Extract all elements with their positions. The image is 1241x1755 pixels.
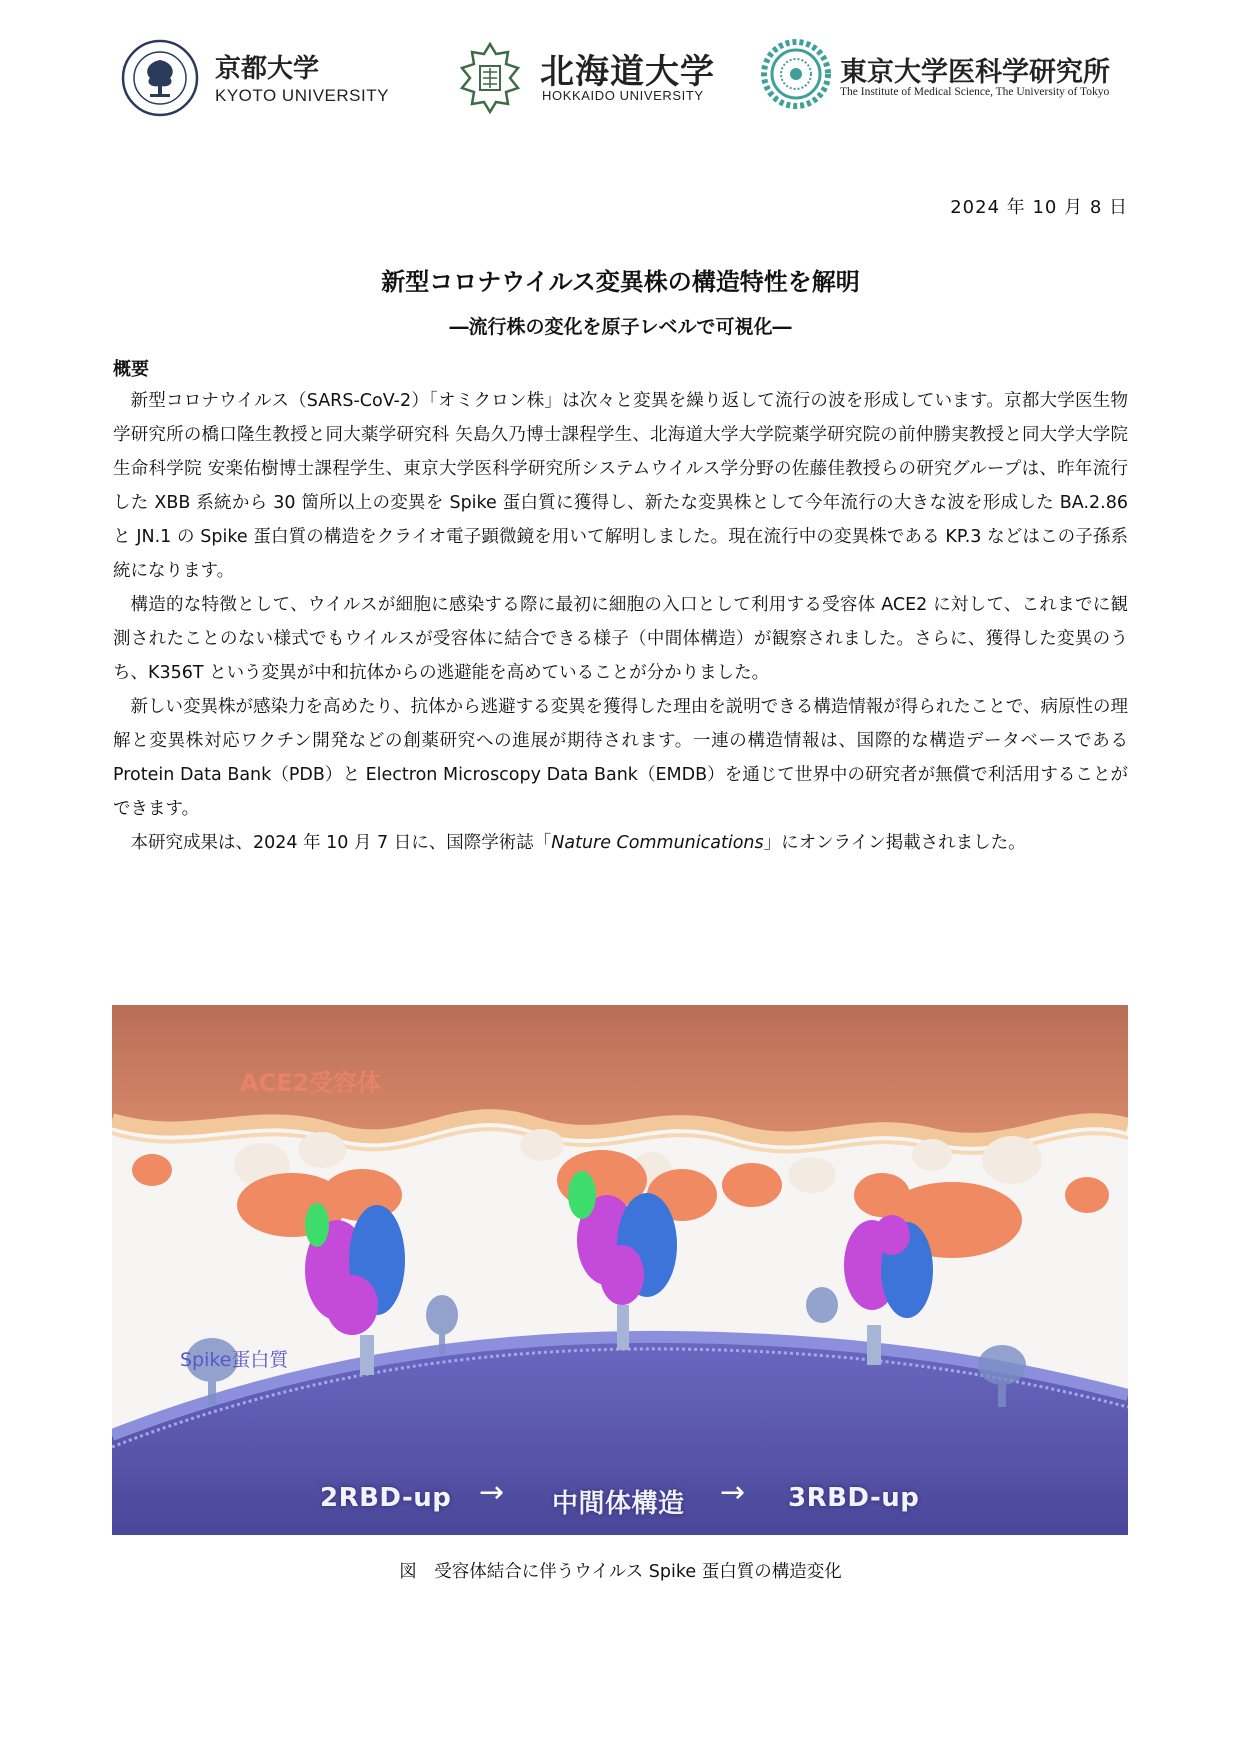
page-title: 新型コロナウイルス変異株の構造特性を解明	[381, 268, 860, 296]
figure-spike-structure	[112, 1005, 1128, 1535]
paragraph-1: 新型コロナウイルス（SARS-CoV-2）「オミクロン株」は次々と変異を繰り返して流行の波を形成しています。京都大学医生物学研究所の橋口隆生教授と同大薬学研究科 矢島久乃博士課程学生、北海道大学大学院薬学研究院の前仲勝実教授と同大学大学院生命科学院 安楽佑樹博士課程学生、東京大学医科学研究所システムウイルス学分野の佐藤佳教授らの研究グループは、昨年流行した XBB 系統から 30 箇所以上の変異を Spike 蛋白質に獲得し、新たな変異株として今年流行の大きな波を形成した BA.2.86 と JN.1 の Spike 蛋白質の構造をクライオ電子顕微鏡を用いて解明しました。現在流行中の変異株である KP.3 などはこの子孫系統になります。	[113, 391, 1128, 581]
release-date: 2024 年 10 月 8 日	[950, 197, 1128, 218]
arrow-icon: →	[479, 1475, 505, 1510]
ims-logo-en: The Institute of Medical Science, The University of Tokyo	[840, 86, 1110, 98]
ims-logo-jp: 東京大学医科学研究所	[840, 57, 1110, 88]
paragraph-4	[113, 826, 1128, 860]
arrow-icon: →	[720, 1475, 746, 1510]
paragraph-3: 新しい変異株が感染力を高めたり、抗体から逃避する変異を獲得した理由を説明できる構造情報が得られたことで、病原性の理解と変異株対応ワクチン開発などの創薬研究への進展が期待されます。一連の構造情報は、国際的な構造データベースである Protein Data Bank（PDB）と Electron Microscopy Data Bank（EMDB）を通じて世界中の研究者が無償で利活用することができます。	[113, 697, 1128, 819]
paragraph-2: 構造的な特徴として、ウイルスが細胞に感染する際に最初に細胞の入口として利用する受容体 ACE2 に対して、これまでに観測されたことのない様式でもウイルスが受容体に結合できる様子（中間体構造）が観察されました。さらに、獲得した変異のうち、K356T という変異が中和抗体からの逃避能を高めていることが分かりました。	[113, 595, 1128, 683]
ace2-receptor-label: ACE2受容体	[240, 1069, 382, 1097]
page-subtitle: ―流行株の変化を原子レベルで可視化―	[449, 316, 792, 338]
summary-body	[113, 384, 1128, 860]
figure-caption: 図 受容体結合に伴うウイルス Spike 蛋白質の構造変化	[399, 1562, 842, 1582]
stage-label-3rbd: 3RBD-up	[788, 1483, 920, 1513]
stage-label-2rbd: 2RBD-up	[320, 1483, 452, 1513]
hokkaido-logo-jp: 北海道大学	[540, 52, 715, 92]
spike-protein-label: Spike蛋白質	[180, 1349, 289, 1371]
header-logos	[120, 38, 1130, 118]
paragraph-4-after: 」にオンライン掲載されました。	[763, 833, 1026, 853]
kyoto-logo-jp: 京都大学	[215, 54, 320, 84]
ims-gear-icon	[760, 38, 832, 110]
stage-label-intermediate: 中間体構造	[552, 1489, 685, 1519]
kyoto-seal-icon	[120, 38, 200, 118]
hokkaido-university-logo	[450, 38, 750, 118]
journal-name: Nature Communications	[551, 833, 764, 853]
hokkaido-emblem-icon	[450, 38, 530, 118]
hokkaido-logo-en: HOKKAIDO UNIVERSITY	[542, 88, 704, 103]
paragraph-4-before: 本研究成果は、2024 年 10 月 7 日に、国際学術誌「	[130, 833, 552, 853]
kyoto-university-logo	[120, 38, 420, 118]
kyoto-logo-en: KYOTO UNIVERSITY	[215, 86, 389, 105]
section-heading-summary: 概要	[113, 359, 149, 380]
ims-tokyo-logo	[760, 38, 1140, 118]
